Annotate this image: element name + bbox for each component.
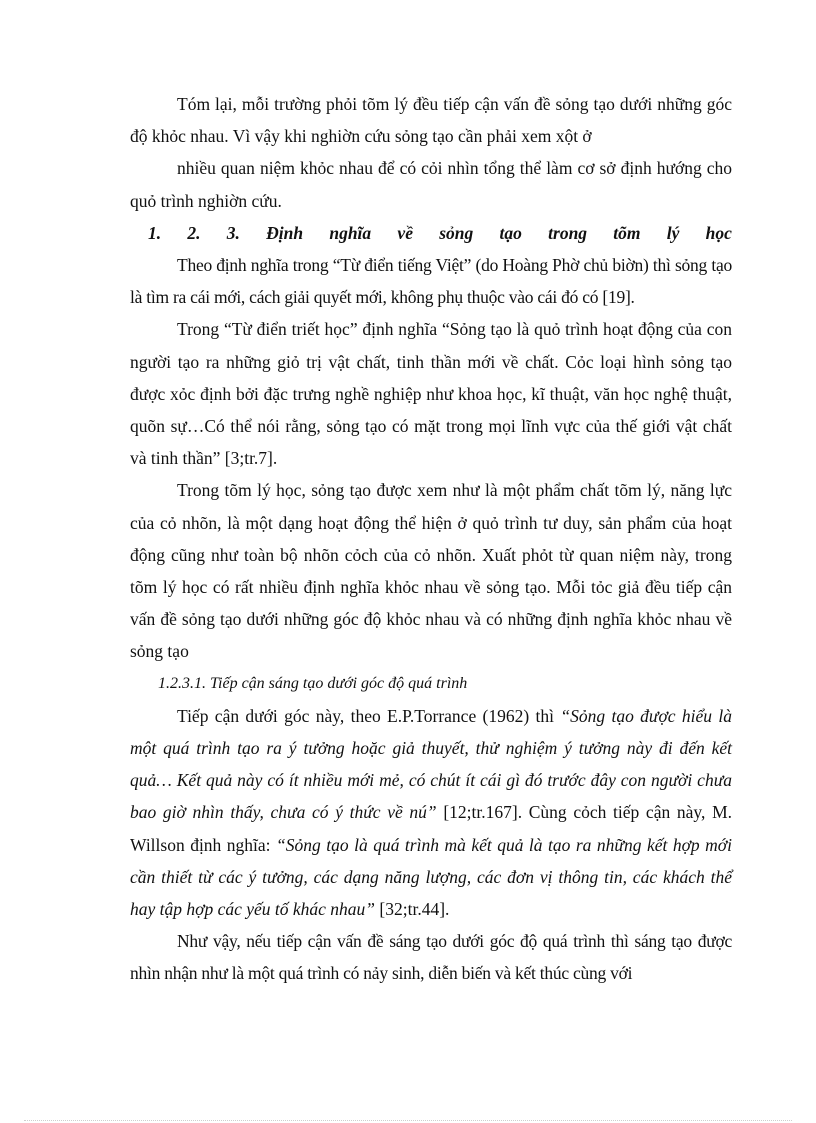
- paragraph-summary: Tóm lại, mỗi trường phỏi tõm lý đều tiếp cận vấn đề sỏng tạo dưới những góc độ khỏc nhau. Vì vậy khi nghiờn cứu sỏng tạo cần phải xem xột ở: [130, 94, 732, 147]
- heading-word: trong: [548, 222, 588, 243]
- heading-word: 3.: [226, 222, 240, 243]
- paragraph-summary-continued: nhiều quan niệm khỏc nhau để có cỏi nhìn tổng thể làm cơ sở định hướng cho quỏ trình nghiờn cứu.: [130, 158, 732, 211]
- text-run: [32;tr.44].: [375, 899, 450, 920]
- heading-word: học: [705, 222, 732, 243]
- heading-word: lý: [666, 222, 680, 243]
- quote-torrance: “Sỏng tạo được hiểu là một quá trình tạo ra ý tưởng hoặc giả thuyết, thử nghiệm ý tưởng này đi đến kết quả… Kết quả này có ít nhiều mới mẻ, có chút ít cái gì đó trước đây con người chưa bao giờ nhìn thấy, chưa có ý thức về nú”: [130, 705, 732, 823]
- heading-word: về: [397, 222, 413, 243]
- heading-word: tạo: [499, 222, 522, 243]
- paragraph-philosophy-definition: Trong “Từ điển triết học” định nghĩa “Sỏng tạo là quỏ trình hoạt động của con người tạo ra những giỏ trị vật chất, tinh thần mới về chất. Cỏc loại hình sỏng tạo được xỏc định bởi đặc trưng nghề nghiệp như khoa học, kĩ thuật, văn học nghệ thuật, quõn sự…Có thể nói rằng, sỏng tạo có mặt trong mọi lĩnh vực của thế giới vật chất và tinh thần” [3;tr.7].: [130, 319, 732, 469]
- heading-word: 1.: [148, 222, 162, 243]
- page-body: [130, 88, 732, 990]
- heading-word: tõm: [613, 222, 641, 243]
- paragraph-process-approach: [130, 700, 732, 925]
- heading-word: nghĩa: [329, 222, 372, 243]
- paragraph-dictionary-definition: Theo định nghĩa trong “Từ điển tiếng Việt” (do Hoàng Phờ chủ biờn) thì sỏng tạo là tìm ra cái mới, cách giải quyết mới, không phụ thuộc vào cái đó có [19].: [130, 255, 732, 308]
- paragraph-conclusion: Như vậy, nếu tiếp cận vấn đề sáng tạo dưới góc độ quá trình thì sáng tạo được nhìn nhận như là một quá trình có nảy sinh, diễn biến và kết thúc cùng với: [130, 931, 732, 984]
- heading-word: sỏng: [439, 222, 474, 243]
- heading-word: 2.: [187, 222, 201, 243]
- paragraph-psychology-definition: Trong tõm lý học, sỏng tạo được xem như là một phẩm chất tõm lý, năng lực của cỏ nhõn, là một dạng hoạt động thể hiện ở quỏ trình tư duy, sản phẩm của hoạt động cũng như toàn bộ nhõn cỏch của cỏ nhõn. Xuất phỏt từ quan niệm này, trong tõm lý học có rất nhiều định nghĩa khỏc nhau về sỏng tạo. Mỗi tỏc giả đều tiếp cận vấn đề sỏng tạo dưới những góc độ khỏc nhau và có những định nghĩa khỏc nhau về sỏng tạo: [130, 480, 732, 662]
- text-run: Tiếp cận dưới góc này, theo E.P.Torrance (1962) thì: [177, 705, 561, 726]
- subsection-heading: 1.2.3.1. Tiếp cận sáng tạo dưới góc độ quá trình: [158, 674, 468, 692]
- section-heading: [130, 217, 732, 249]
- heading-word: Định: [266, 222, 304, 243]
- quote-willson: “Sỏng tạo là quá trình mà kết quả là tạo ra những kết hợp mới cần thiết từ các ý tưởng, các dạng năng lượng, các đơn vị thông tin, các khách thể hay tập hợp các yếu tố khác nhau”: [130, 834, 732, 920]
- page-bottom-divider: [24, 1120, 792, 1121]
- text-run: [12;tr.167]. Cùng cỏch tiếp cận này, M. Willson định nghĩa:: [130, 802, 732, 855]
